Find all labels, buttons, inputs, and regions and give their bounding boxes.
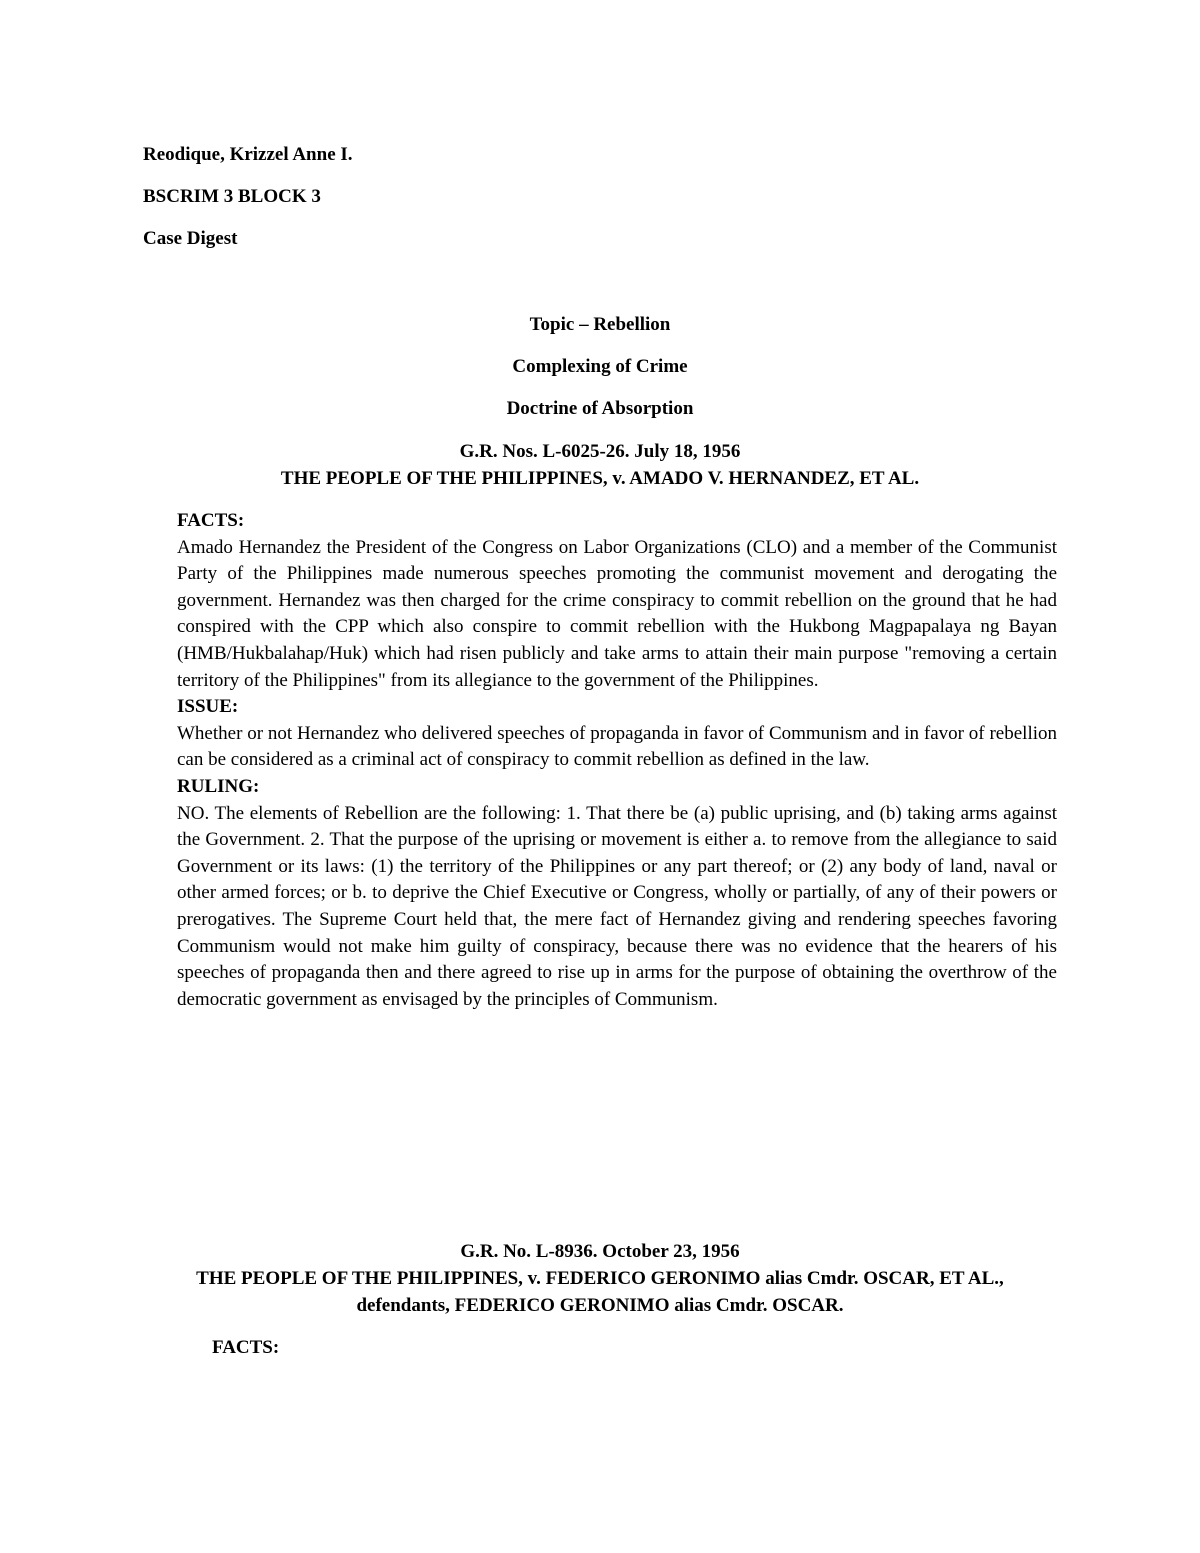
subtopic-absorption: Doctrine of Absorption [506,398,694,419]
issue-text: Whether or not Hernandez who delivered speeches of propaganda in favor of Communism and in favor of rebellion can be considered as a criminal act of conspiracy to commit rebellion as defined in the law. [177,722,1057,771]
ruling-label: RULING: [177,775,260,797]
topic-heading: Topic – Rebellion [529,314,671,335]
case1-gr-number: G.R. Nos. L-6025-26. July 18, 1956 [459,441,741,462]
case2-facts-label: FACTS: [212,1337,280,1358]
issue-label: ISSUE: [177,696,239,718]
case2-gr-number: G.R. No. L-8936. October 23, 1956 [460,1241,740,1262]
case1-title: THE PEOPLE OF THE PHILIPPINES, v. AMADO V. HERNANDEZ, ET AL. [280,468,920,489]
case2-title-line2: defendants, FEDERICO GERONIMO alias Cmdr. OSCAR. [356,1295,844,1316]
document-type: Case Digest [143,228,238,249]
student-name: Reodique, Krizzel Anne I. [143,144,353,165]
facts-label: FACTS: [177,510,245,531]
ruling-text: NO. The elements of Rebellion are the following: 1. That there be (a) public uprising, and (b) taking arms against the Government. 2. That the purpose of the uprising or movement is either a. to remove from the allegiance to said Government or its laws: (1) the territory of the Philippines or any part thereof; or (2) any body of land, naval or other armed forces; or b. to deprive the Chief Executive or Congress, wholly or partially, of any of their powers or prerogatives. The Supreme Court held that, the mere fact of Hernandez giving and rendering speeches favoring Communism would not make him guilty of conspiracy, because there was no evidence that the hearers of his speeches of propaganda then and there agreed to rise up in arms for the purpose of obtaining the overthrow of the democratic government as envisaged by the principles of Communism. [177,802,1057,1010]
facts-text: Amado Hernandez the President of the Congress on Labor Organizations (CLO) and a member of the Communist Party of the Philippines made numerous speeches promoting the communist movement and derogating the government. Hernandez was then charged for the crime conspiracy to commit rebellion on the ground that he had conspired with the CPP which also conspire to commit rebellion with the Hukbong Magpapalaya ng Bayan (HMB/Hukbalahap/Huk) which had risen publicly and take arms to attain their main purpose "removing a certain territory of the Philippines" from its allegiance to the government of the Philippines. [177,536,1057,691]
course-block: BSCRIM 3 BLOCK 3 [143,186,321,207]
case1-body [177,508,1057,1013]
subtopic-complexing: Complexing of Crime [512,356,688,377]
case2-title-line1: THE PEOPLE OF THE PHILIPPINES, v. FEDERICO GERONIMO alias Cmdr. OSCAR, ET AL., [196,1268,1004,1289]
